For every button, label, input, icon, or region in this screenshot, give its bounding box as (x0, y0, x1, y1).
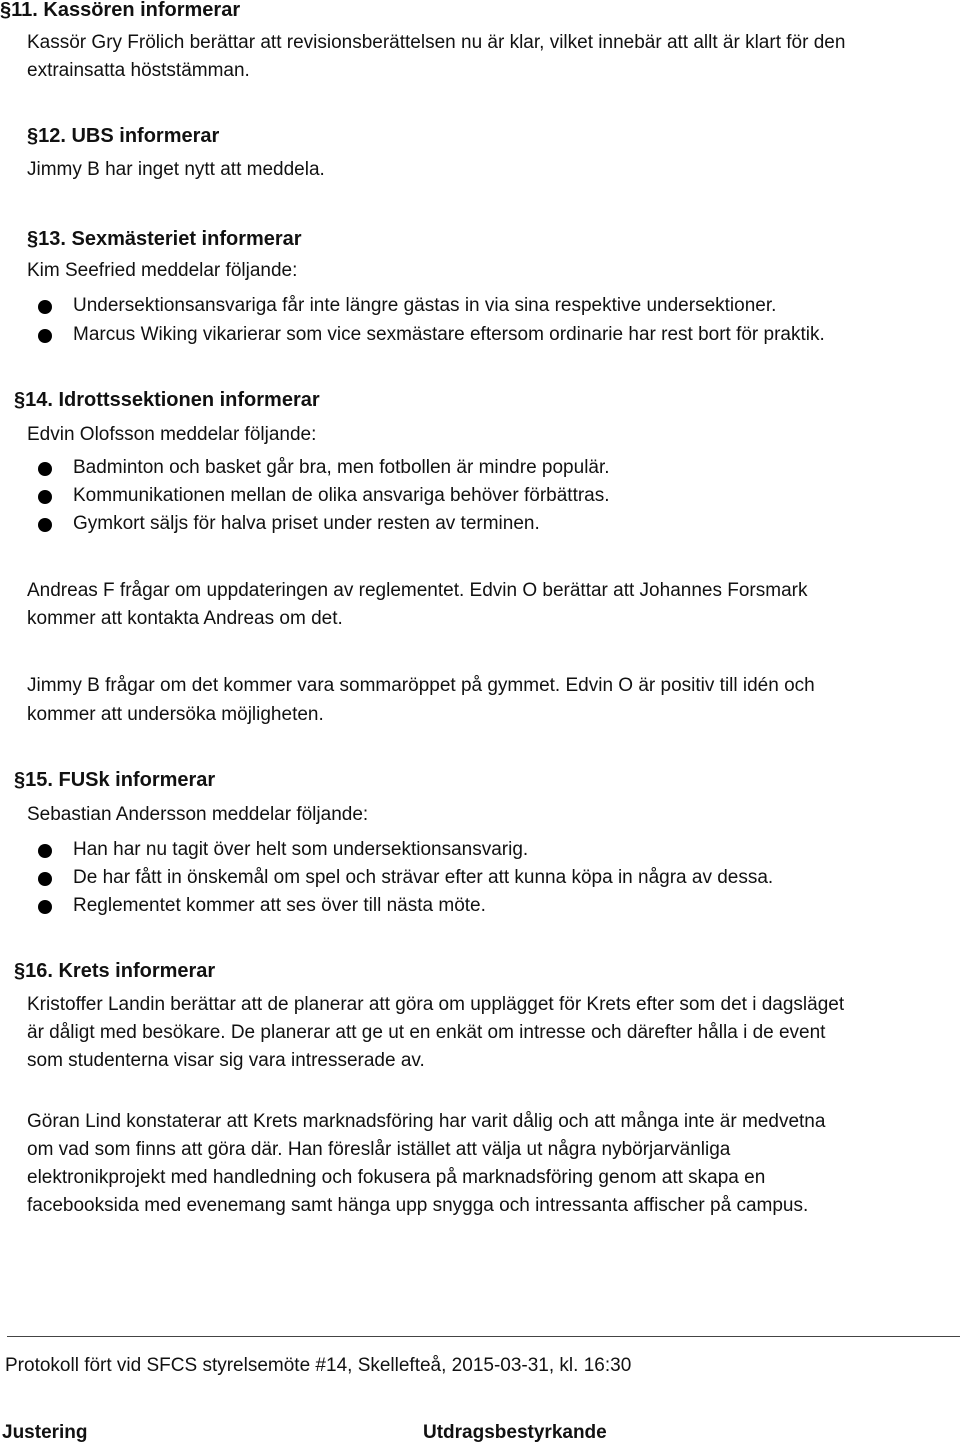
section-11-line-1: Kassör Gry Frölich berättar att revisionsberättelsen nu är klar, vilket innebär att allt är klart för den (27, 32, 846, 53)
section-16-para-2-line-2: om vad som finns att göra där. Han föreslår istället att välja ut några nybörjarvänliga (27, 1139, 731, 1160)
section-16-para-1-line-1: Kristoffer Landin berättar att de planerar att göra om upplägget för Krets efter som det i dagsläget (27, 994, 845, 1015)
section-14-para-2-line-1: Jimmy B frågar om det kommer vara sommaröppet på gymmet. Edvin O är positiv till idén och (27, 675, 815, 696)
section-16-para-1-line-3: som studenterna visar sig vara intresserade av. (27, 1050, 425, 1071)
bullet-icon (38, 300, 52, 314)
footer-protocol: Protokoll fört vid SFCS styrelsemöte #14, Skellefteå, 2015-03-31, kl. 16:30 (5, 1355, 632, 1376)
bullet-text: De har fått in önskemål om spel och strävar efter att kunna köpa in några av dessa. (73, 867, 774, 888)
bullet-text: Gymkort säljs för halva priset under resten av terminen. (73, 513, 540, 534)
bullet-text: Reglementet kommer att ses över till nästa möte. (73, 895, 486, 916)
footer-divider (7, 1336, 960, 1337)
bullet-icon (38, 900, 52, 914)
section-16-para-2-line-3: elektronikprojekt med handledning och fokusera på marknadsföring genom att skapa en (27, 1167, 766, 1188)
section-11-line-2: extrainsatta höststämman. (27, 60, 250, 81)
section-14-heading: §14. Idrottssektionen informerar (14, 389, 320, 411)
bullet-icon (38, 844, 52, 858)
bullet-icon (38, 329, 52, 343)
section-13-heading: §13. Sexmästeriet informerar (27, 228, 302, 250)
footer-utdragsbestyrkande: Utdragsbestyrkande (423, 1422, 607, 1443)
section-12-text: Jimmy B har inget nytt att meddela. (27, 159, 325, 180)
section-14-para-1-line-2: kommer att kontakta Andreas om det. (27, 608, 343, 629)
section-14-para-2-line-2: kommer att undersöka möjligheten. (27, 704, 324, 725)
section-15-intro: Sebastian Andersson meddelar följande: (27, 804, 369, 825)
footer-justering: Justering (2, 1422, 88, 1443)
bullet-text: Marcus Wiking vikarierar som vice sexmästare eftersom ordinarie har rest bort för praktik. (73, 324, 825, 345)
section-15-heading: §15. FUSk informerar (14, 769, 216, 791)
bullet-text: Han har nu tagit över helt som undersektionsansvarig. (73, 839, 529, 860)
bullet-text: Badminton och basket går bra, men fotbollen är mindre populär. (73, 457, 610, 478)
section-13-intro: Kim Seefried meddelar följande: (27, 260, 298, 281)
bullet-icon (38, 490, 52, 504)
section-16-para-2-line-4: facebooksida med evenemang samt hänga upp snygga och intressanta affischer på campus. (27, 1195, 809, 1216)
bullet-icon (38, 462, 52, 476)
section-12-heading: §12. UBS informerar (27, 125, 220, 147)
section-16-para-1-line-2: är dåligt med besökare. De planerar att ge ut en enkät om intresse och därefter hålla i de event (27, 1022, 826, 1043)
bullet-icon (38, 518, 52, 532)
section-11-heading: §11. Kassören informerar (0, 0, 241, 21)
bullet-text: Kommunikationen mellan de olika ansvariga behöver förbättras. (73, 485, 610, 506)
section-16-heading: §16. Krets informerar (14, 960, 216, 982)
bullet-icon (38, 872, 52, 886)
bullet-text: Undersektionsansvariga får inte längre gästas in via sina respektive undersektioner. (73, 295, 777, 316)
section-14-para-1-line-1: Andreas F frågar om uppdateringen av reglementet. Edvin O berättar att Johannes Forsmark (27, 580, 808, 601)
section-14-intro: Edvin Olofsson meddelar följande: (27, 424, 317, 445)
section-16-para-2-line-1: Göran Lind konstaterar att Krets marknadsföring har varit dålig och att många inte är medvetna (27, 1111, 826, 1132)
